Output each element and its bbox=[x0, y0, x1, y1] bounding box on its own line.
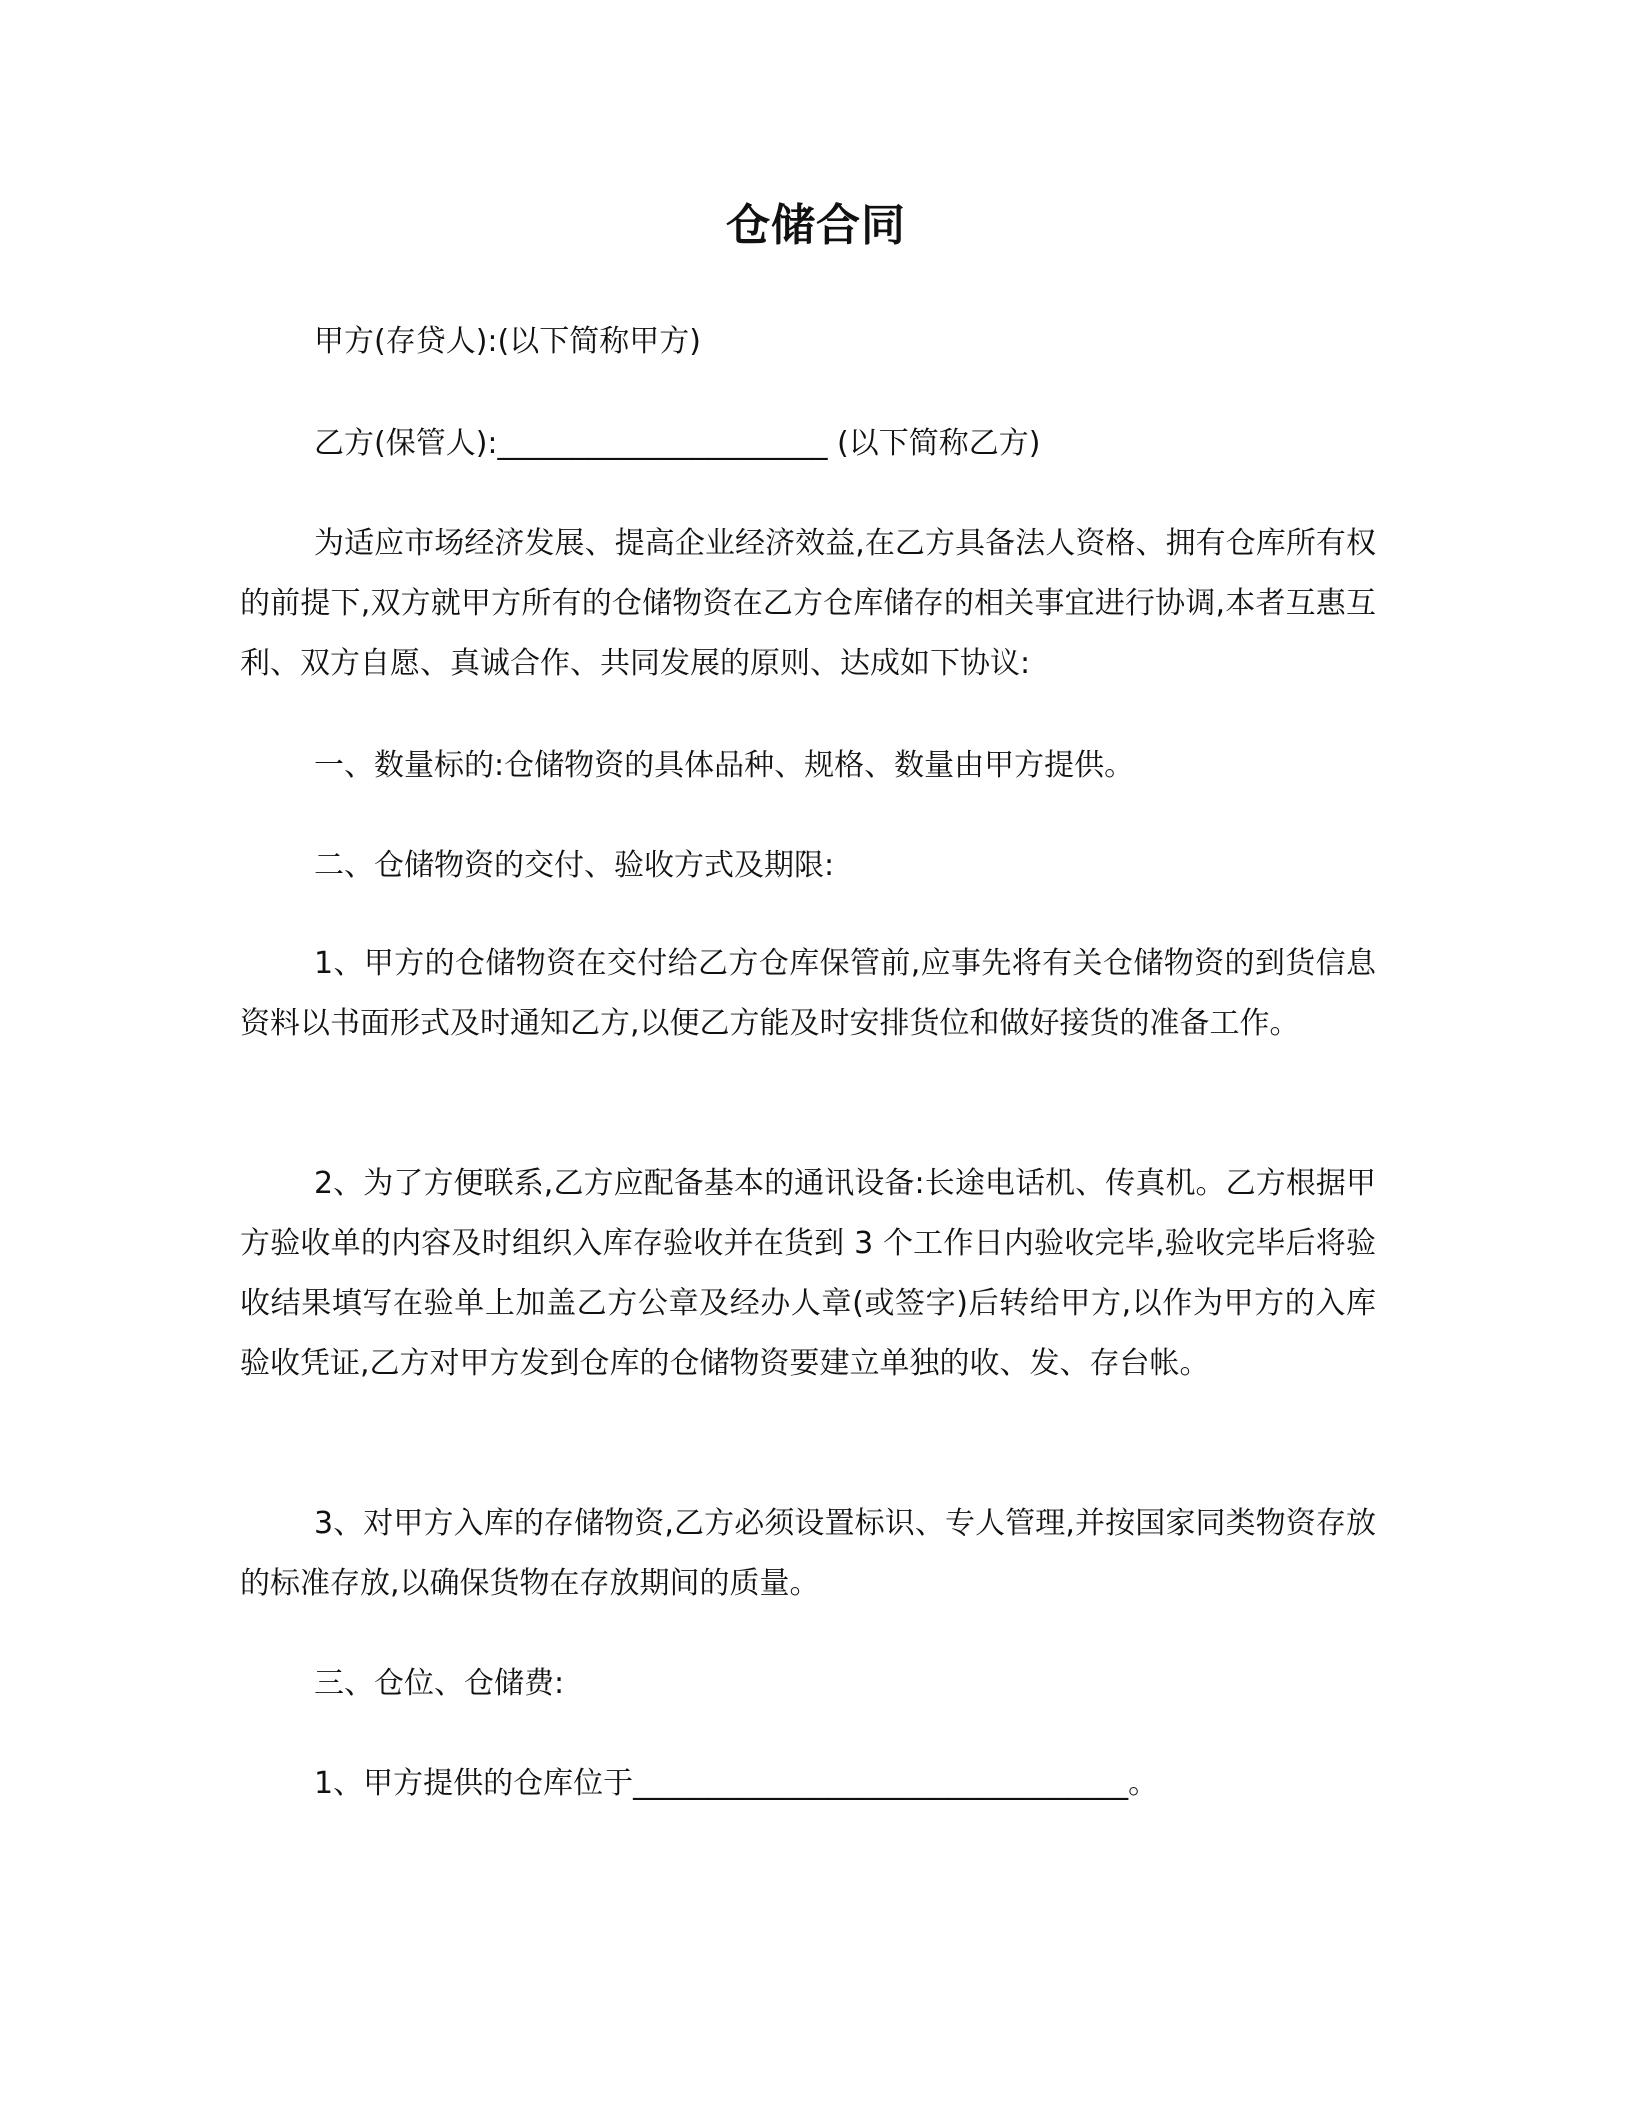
section-2-heading: 二、仓储物资的交付、验收方式及期限: bbox=[314, 848, 835, 883]
preamble-paragraph: 为适应市场经济发展、提高企业经济效益,在乙方具备法人资格、拥有仓库所有权的前提下,双方就甲方所有的仓储物资在乙方仓库储存的相关事宜进行协调,本者互惠互利、双方自愿、真诚合作、共同发展的原则、达成如下协议: bbox=[240, 526, 1376, 681]
document-title: 仓储合同 bbox=[726, 200, 906, 251]
section-3-heading: 三、仓位、仓储费: bbox=[314, 1666, 565, 1701]
clause-2-3-paragraph: 3、对甲方入库的存储物资,乙方必须设置标识、专人管理,并按国家同类物资存放的标准存放,以确保货物在存放期间的质量。 bbox=[240, 1506, 1376, 1601]
party-a-line: 甲方(存贷人):(以下简称甲方) bbox=[314, 324, 701, 359]
party-b-line: 乙方(保管人):______________________ (以下简称乙方) bbox=[314, 426, 1041, 461]
clause-2-1-paragraph: 1、甲方的仓储物资在交付给乙方仓库保管前,应事先将有关仓储物资的到货信息资料以书面形式及时通知乙方,以便乙方能及时安排货位和做好接货的准备工作。 bbox=[240, 946, 1376, 1041]
section-1-heading: 一、数量标的:仓储物资的具体品种、规格、数量由甲方提供。 bbox=[314, 748, 1135, 783]
clause-2-2-paragraph: 2、为了方便联系,乙方应配备基本的通讯设备:长途电话机、传真机。乙方根据甲方验收单的内容及时组织入库存验收并在货到 3 个工作日内验收完毕,验收完毕后将验收结果填写在验单上加盖乙方公章及经办人章(或签字)后转给甲方,以作为甲方的入库验收凭证,乙方对甲方发到仓库的仓储物资要建立单独的收、发、存台帐。 bbox=[240, 1166, 1376, 1381]
clause-3-1-line: 1、甲方提供的仓库位于_________________________________。 bbox=[314, 1766, 1159, 1801]
